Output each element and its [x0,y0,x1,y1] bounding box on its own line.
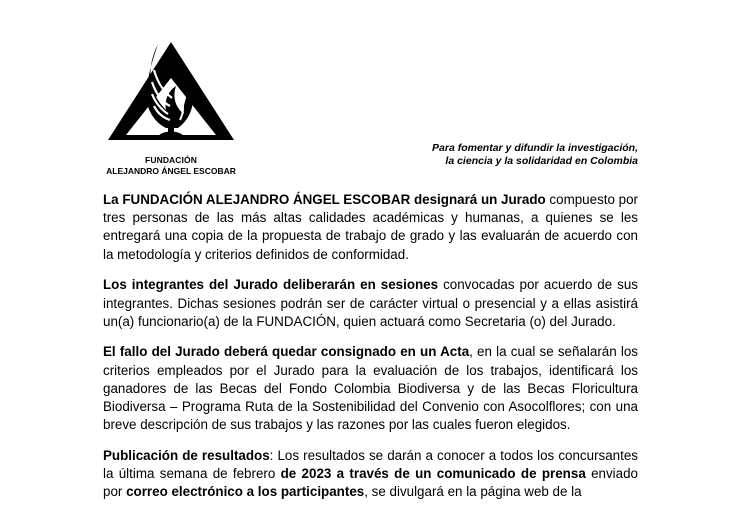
body-text: convocadas por acuerdo de sus integrantes. Dichas sesiones podrán ser de carácter virtual o presencial y a ellas asistirá un(a) funcionario(a) de la FUNDACIÓN, quien actuará como Secretaria (o) del Jurado. [103,277,638,329]
tagline-line2: la ciencia y la solidaridad en Colombia [445,155,638,167]
flame-triangle-logo-icon [106,40,236,152]
bold-text: Publicación de resultados [103,447,270,463]
tagline-line1: Para fomentar y difundir la investigación, [432,142,638,154]
bold-text: correo electrónico a los participantes [126,484,365,500]
bold-text: La FUNDACIÓN ALEJANDRO ÁNGEL ESCOBAR designará un Jurado [103,192,546,207]
paragraph-fallo [103,343,638,434]
body-text: , se divulgará en la página web de la [364,484,582,500]
org-name-line2: ALEJANDRO ÁNGEL ESCOBAR [106,166,236,176]
body-text: compuesto por tres personas de las más altas calidades académicas y humanas, a quienes se les entregará una copia de la propuesta de trabajo de grado y las evaluarán de acuerdo con la metodología y criterios definidos de conformidad. [103,192,639,262]
tagline [432,142,638,168]
document-body [103,191,638,514]
body-text: , en la cual se señalarán los criterios empleados por el Jurado para la evaluación de los trabajos, identificará los ganadores de las Becas del Fondo Colombia Biodiversa y de las Becas Floricultura Biodiversa – Programa Ruta de la Sostenibilidad del Convenio con Asocolflores; con una breve descripción de sus trabajos y las razones por las cuales fueron elegidos. [103,344,638,433]
body-text: enviado por [103,466,638,500]
body-text: : Los resultados se darán a conocer a todos los concursantes la última semana de febrero [103,447,638,482]
paragraph-publicacion [103,447,638,502]
org-name-line1: FUNDACIÓN [145,155,197,165]
bold-text: de 2023 a través de un comunicado de prensa [280,466,586,482]
paragraph-jurado [103,191,638,264]
bold-text: El fallo del Jurado deberá quedar consignado en un Acta [103,344,470,360]
paragraph-sesiones [103,276,638,331]
bold-text: Los integrantes del Jurado deliberarán en sesiones [103,277,439,293]
